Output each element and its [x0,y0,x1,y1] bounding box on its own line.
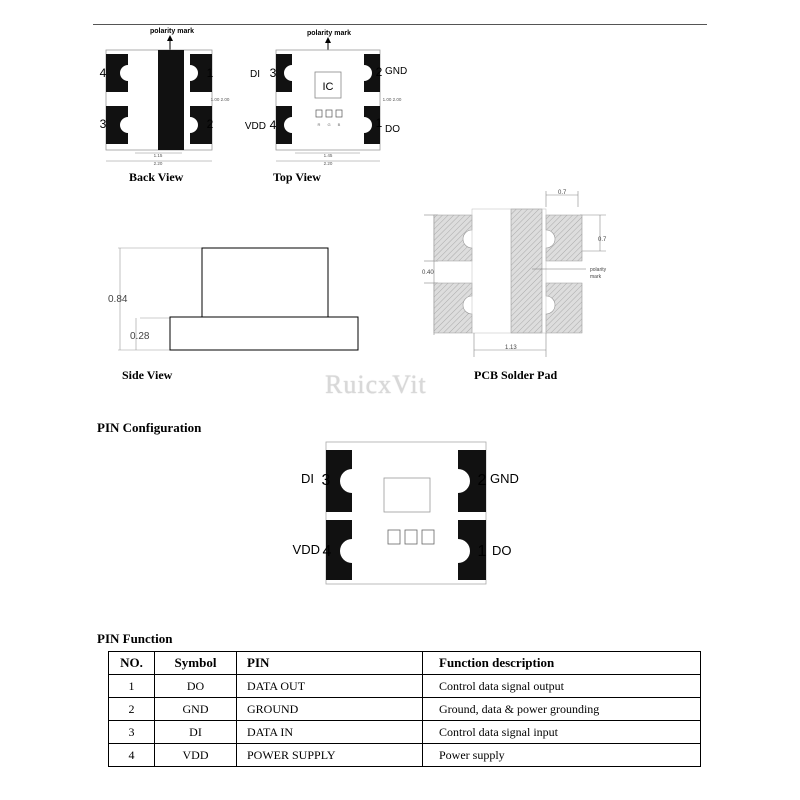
cell-pin: DATA IN [237,721,423,744]
config-pin-4: 4 [322,543,332,560]
cell-function: Control data signal input [423,721,701,744]
top-led-r: R [317,122,321,127]
back-dim-height: 1.00 2.00 [210,97,230,102]
top-view-polarity-label: polarity mark [307,30,351,37]
cell-symbol: VDD [155,744,237,767]
top-dim-inner: 1.45 [323,153,333,158]
pin-config-diagram [280,440,540,590]
back-pin-1: 1 [206,66,214,80]
back-pin-2: 2 [206,117,214,131]
cell-pin: POWER SUPPLY [237,744,423,767]
pin-function-title: PIN Function [97,631,173,646]
back-dim-outer: 2.20 [153,161,163,166]
top-led-g: G [327,122,331,127]
table-header-row [109,652,701,675]
top-view-caption: Top View [273,170,321,184]
pcb-dim-pad-width: 0.7 [558,190,567,196]
top-pin-di-label: DI [250,69,260,80]
top-view-diagram [240,20,415,170]
table-row [109,744,701,767]
top-pin-do-label: DO [385,124,400,135]
cell-function: Power supply [423,744,701,767]
table-row [109,698,701,721]
top-pin-3: 3 [269,66,277,80]
cell-symbol: DI [155,721,237,744]
header-pin: PIN [237,652,423,675]
top-pin-1: 1 [375,116,383,130]
top-pin-4: 4 [269,118,277,132]
watermark: RuicxVit [325,370,427,399]
cell-pin: GROUND [237,698,423,721]
cell-no: 2 [109,698,155,721]
config-pin-vdd-label: VDD [292,542,320,557]
cell-symbol: GND [155,698,237,721]
top-pin-gnd-label: GND [385,66,408,77]
cell-symbol: DO [155,675,237,698]
pcb-pad-diagram [410,185,630,360]
top-ic-label: IC [322,81,334,93]
cell-function: Ground, data & power grounding [423,698,701,721]
cell-pin: DATA OUT [237,675,423,698]
back-pin-4: 4 [99,66,107,80]
side-view-diagram [100,240,370,360]
back-view-caption: Back View [129,170,184,184]
pcb-dim-span: 1.13 [505,345,517,351]
back-view-polarity-label: polarity mark [150,28,194,35]
side-dim-total: 0.84 [108,294,128,305]
side-view-caption: Side View [122,368,173,382]
top-pin-vdd-label: VDD [244,121,266,132]
pcb-polarity-label-2: mark [590,274,602,280]
config-pin-1: 1 [477,543,487,560]
pcb-pad-caption: PCB Solder Pad [474,368,558,382]
pcb-dim-gap: 0.40 [422,270,434,276]
back-view-diagram [90,20,230,170]
cell-no: 3 [109,721,155,744]
top-dim-outer: 2.20 [323,161,333,166]
config-pin-3: 3 [321,472,331,489]
pin-function-table [108,651,701,767]
pcb-dim-pad-height: 0.7 [598,237,607,243]
pcb-polarity-label-1: polarity [590,267,607,273]
config-pin-gnd-label: GND [490,471,519,486]
config-pin-di-label: DI [301,471,314,486]
cell-function: Control data signal output [423,675,701,698]
top-dim-height: 1.00 2.00 [382,97,402,102]
header-function: Function description [423,652,701,675]
config-pin-2: 2 [477,472,487,489]
table-row [109,675,701,698]
back-pin-3: 3 [99,117,107,131]
pin-config-title: PIN Configuration [97,420,202,435]
header-no: NO. [109,652,155,675]
side-dim-base: 0.28 [130,331,150,342]
table-row [109,721,701,744]
config-pin-do-label: DO [492,543,512,558]
cell-no: 4 [109,744,155,767]
header-symbol: Symbol [155,652,237,675]
cell-no: 1 [109,675,155,698]
top-led-b: B [337,122,341,127]
back-dim-inner: 1.15 [153,153,163,158]
top-pin-2: 2 [375,65,383,79]
